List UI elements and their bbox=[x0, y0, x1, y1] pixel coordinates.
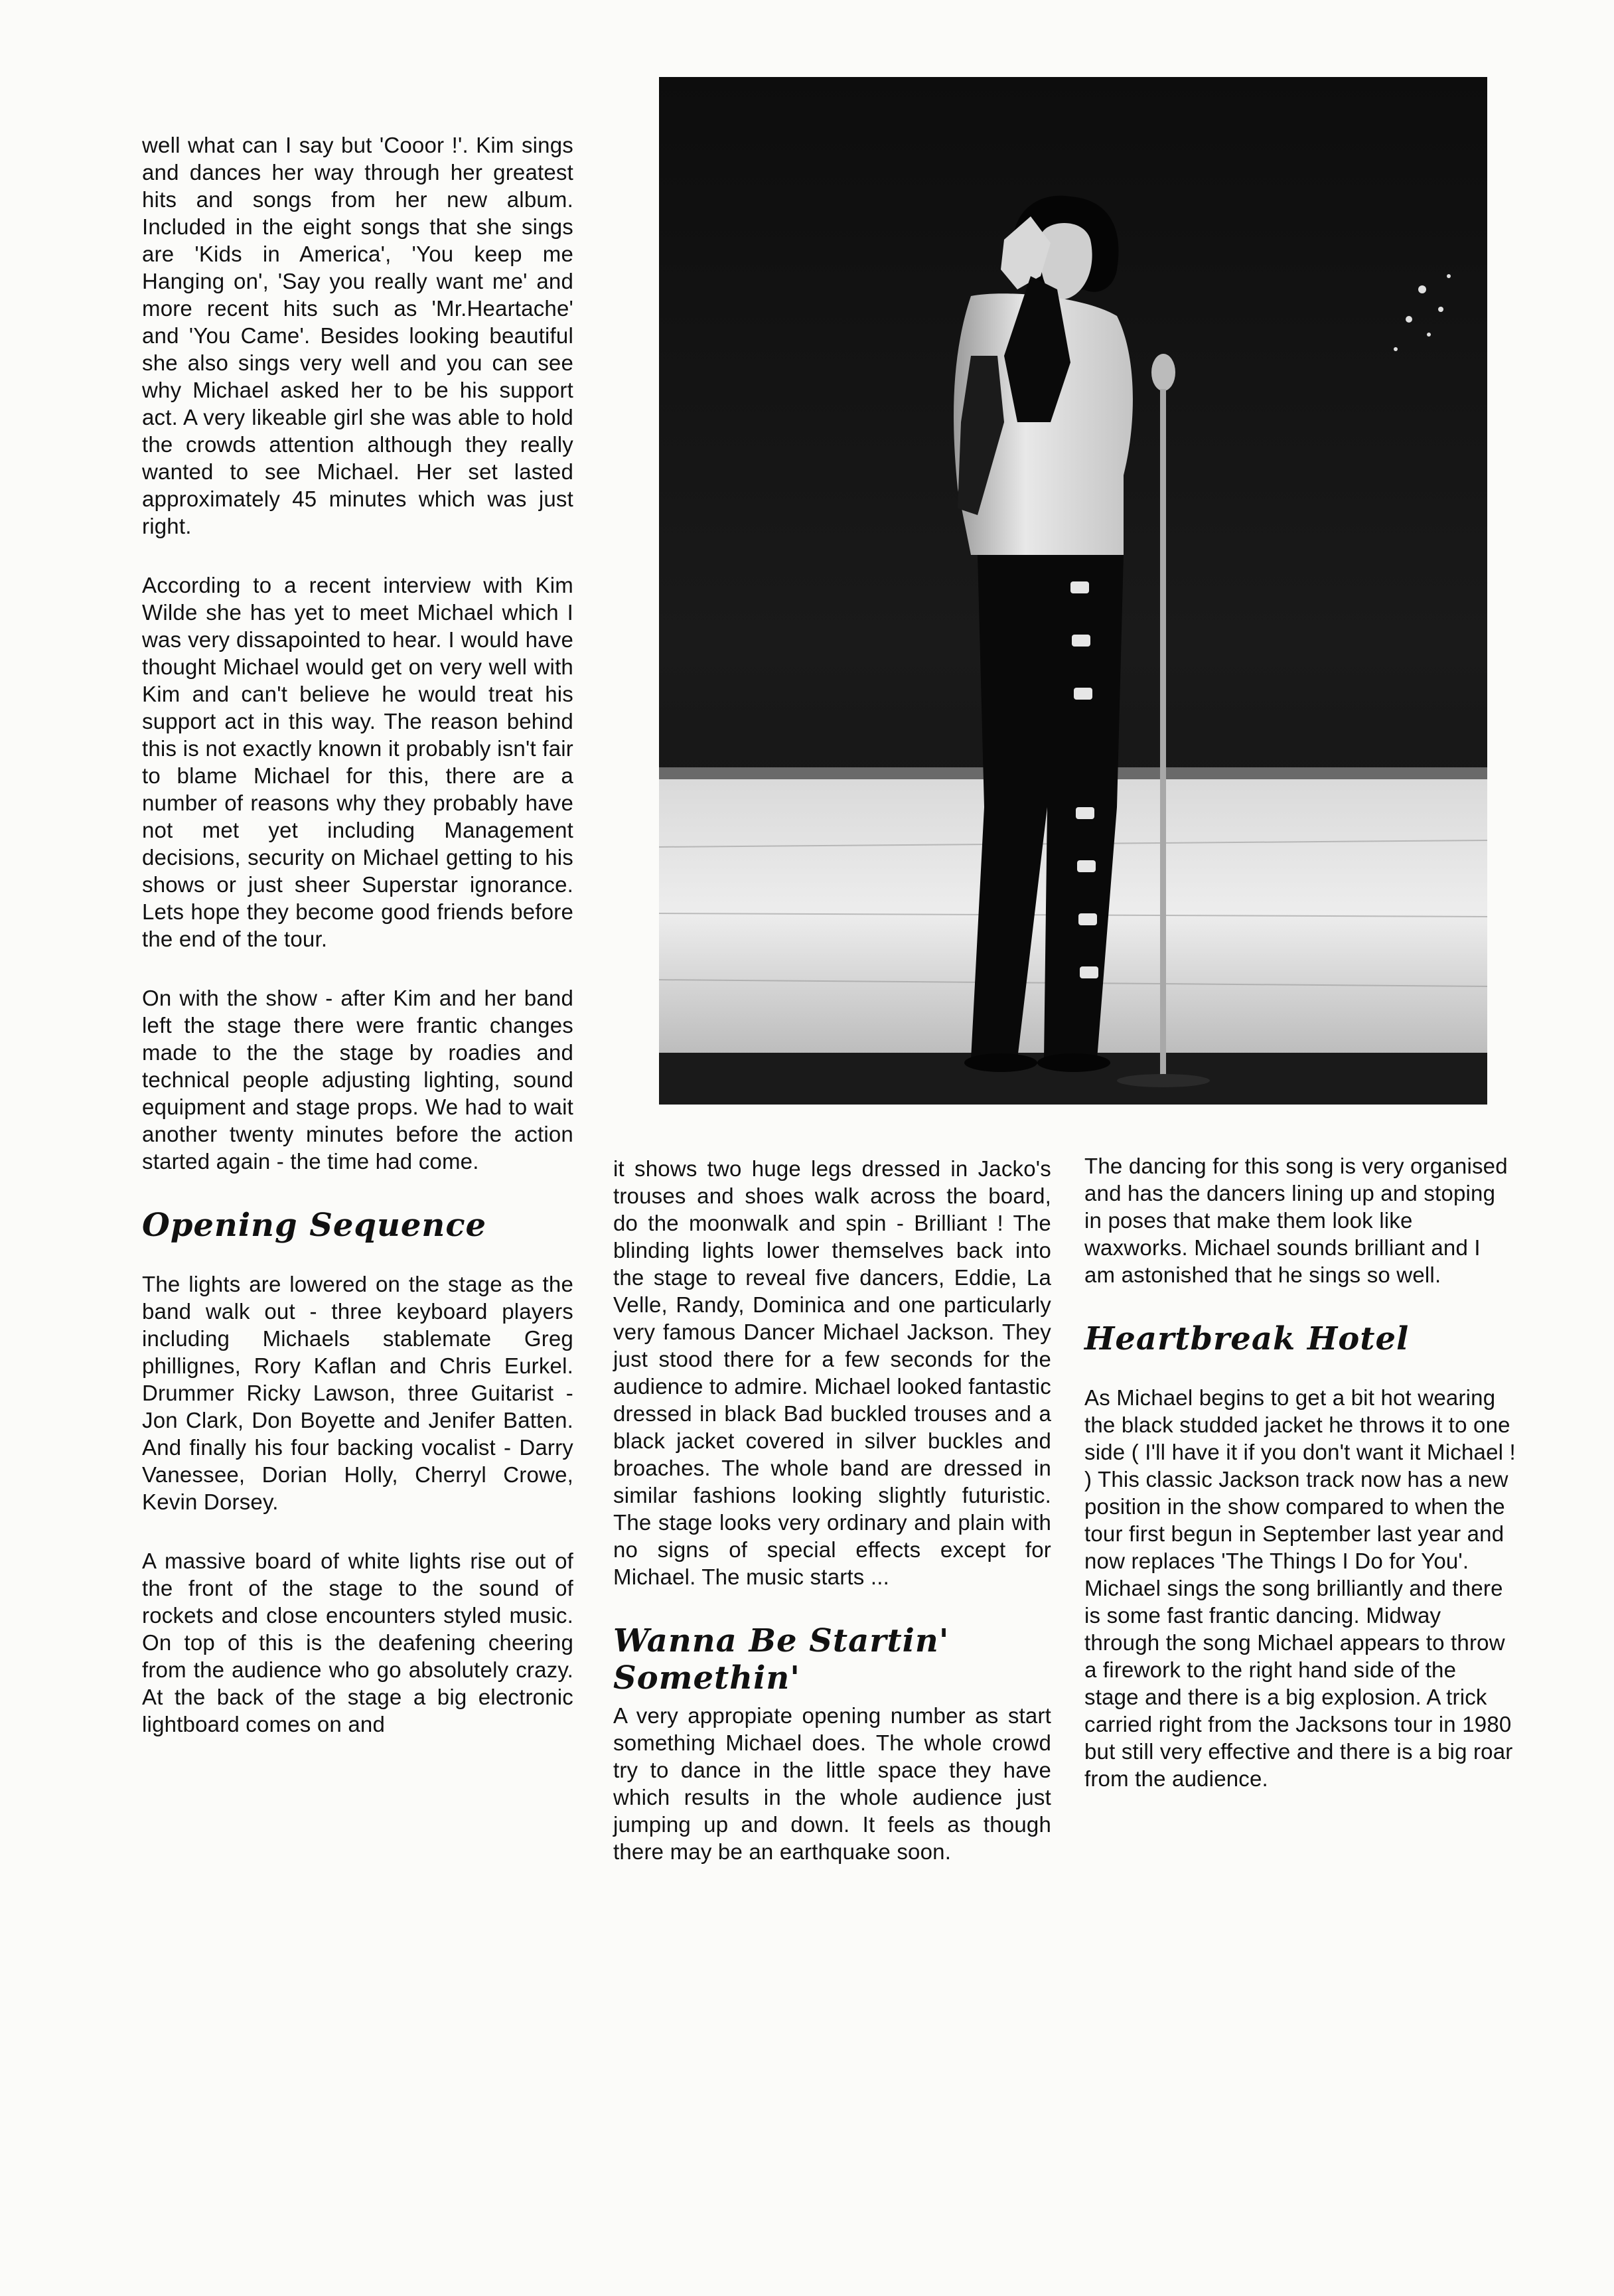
paragraph-kim-interview: According to a recent interview with Kim Wilde she has yet to meet Michael which I was very dissapointed to hear. I would have thought Michael would get on very well with Kim and can't believe he would treat his support act in this way. The reason behind this is not exactly known it probably isn't fair to blame Michael for this, there are a number of reasons why they probably have not met yet including Management decisions, security on Michael getting to his shows or just sheer Superstar ignorance. Lets hope they become good friends before the end of the tour. bbox=[142, 573, 573, 951]
paragraph-dancing: The dancing for this song is very organised and has the dancers lining up and stoping in poses that make them look like waxworks. Michael sounds brilliant and I am astonished that he sings so well. bbox=[1084, 1154, 1508, 1287]
heading-opening-sequence: Opening Sequence bbox=[142, 1207, 487, 1244]
heading-heartbreak-hotel: Heartbreak Hotel bbox=[1084, 1320, 1410, 1357]
article-column-middle bbox=[613, 1155, 1051, 1897]
paragraph-lightboard-continued: it shows two huge legs dressed in Jacko's trouses and shoes walk across the board, do the moonwalk and spin - Brilliant ! The blinding lights lower themselves back into the stage to reveal five dancers, Eddie, La Velle, Randy, Dominica and one particularly very famous Dancer Michael Jackson. They just stood there for a few seconds for the audience to admire. Michael looked fantastic dressed in black Bad buckled trouses and a black jacket covered in silver buckles and broaches. The whole band are dressed in similar fashions looking slightly futuristic. The stage looks very ordinary and plain with no signs of special effects except for Michael. The music starts ... bbox=[613, 1156, 1052, 1589]
paragraph-heartbreak-hotel: As Michael begins to get a bit hot wearing the black studded jacket he throws it to one side ( I'll have it if you don't want it Michael ! ) This classic Jackson track now has a new position in the show compared to when the tour first begun in September last year and now replaces 'The Things I Do for You'. Michael sings the song brilliantly and there is some fast frantic dancing. Midway through the song Michael appears to throw a firework to the right hand side of the stage and there is a big explosion. A trick carried right from the Jacksons tour in 1980 but still very effective and there is a big roar from the audience. bbox=[1084, 1385, 1516, 1791]
paragraph-band-intro: The lights are lowered on the stage as the band walk out - three keyboard players including Michaels stablemate Greg phillignes, Rory Kaflan and Chris Eurkel. Drummer Ricky Lawson, three Guitarist - Jon Clark, Don Boyette and Jenifer Batten. And finally his four backing vocalist - Darry Vanessee, Dorian Holly, Cherryl Crowe, Kevin Dorsey. bbox=[142, 1272, 573, 1514]
paragraph-kim-performance: well what can I say but 'Cooor !'. Kim sings and dances her way through her greatest hits and songs from her new album. Included in the eight songs that she sings are 'Kids in America', 'You keep me Hanging on', 'Say you really want me' and more recent hits such as 'Mr.Heartache' and 'You Came'. Besides looking beautiful she also sings very well and you can see why Michael asked her to be his support act. A very likeable girl she was able to hold the crowds attention although they really wanted to see Michael. Her set lasted approximately 45 minutes which was just right. bbox=[142, 133, 573, 538]
performer-on-stage-image bbox=[659, 77, 1487, 1105]
heading-wanna-be-startin-somethin: Wanna Be Startin' Somethin' bbox=[613, 1622, 950, 1697]
paragraph-stage-changes: On with the show - after Kim and her band left the stage there were frantic changes made to the the stage by roadies and technical people adjusting lighting, sound equipment and stage props. We had to wait another twenty minutes before the action started again - the time had come. bbox=[142, 986, 573, 1174]
article-column-left bbox=[142, 131, 573, 1770]
paragraph-lightboard: A massive board of white lights rise out of the front of the stage to the sound of rockets and close encounters styled music. On top of this is the deafening cheering from the audience who go absolutely crazy. At the back of the stage a big electronic lightboard comes on and bbox=[142, 1549, 573, 1736]
concert-photo bbox=[659, 77, 1487, 1105]
article-column-right bbox=[1084, 1152, 1516, 1824]
paragraph-opening-number: A very appropiate opening number as start something Michael does. The whole crowd try to dance in the little space they have which results in the whole audience just jumping up and down. It feels as though there may be an earthquake soon. bbox=[613, 1703, 1051, 1864]
